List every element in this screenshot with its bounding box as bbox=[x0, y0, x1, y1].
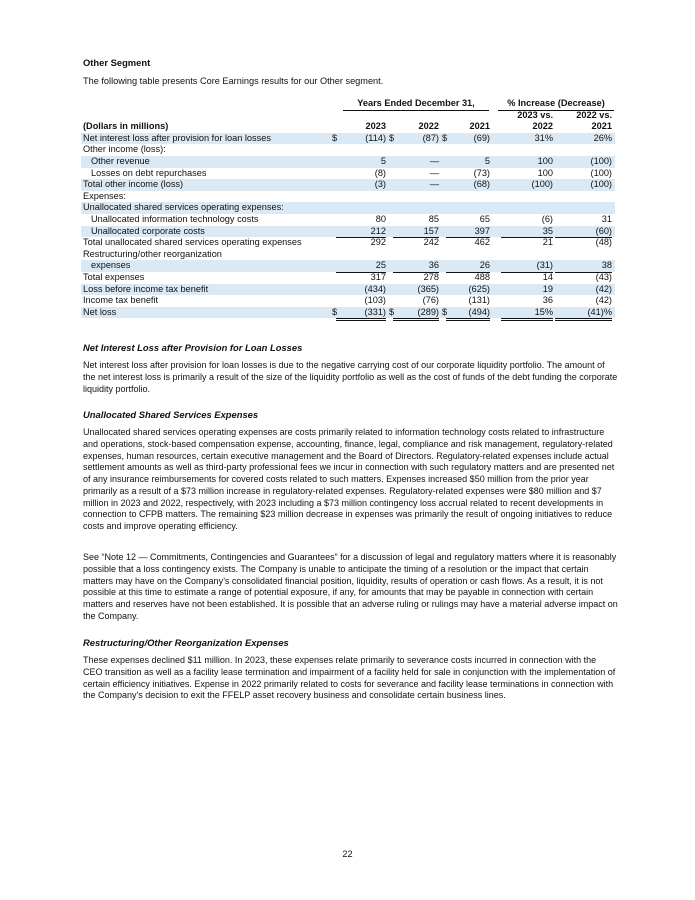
cell-v23: (103) bbox=[336, 295, 386, 308]
row-label: Total expenses bbox=[83, 271, 145, 282]
cell-v23: (434) bbox=[364, 283, 386, 294]
cell-v23: 317 bbox=[370, 271, 386, 282]
table-header-row-3 bbox=[81, 121, 615, 133]
cell-v22: (289) bbox=[393, 307, 439, 322]
nil-heading: Net Interest Loss after Provision for Loan Losses bbox=[83, 342, 303, 353]
cell-v21: (68) bbox=[473, 179, 490, 190]
table-row bbox=[81, 156, 615, 168]
cell-p1: 15% bbox=[501, 307, 553, 322]
cell-v23 bbox=[336, 202, 386, 214]
pct-col2-bottom: 2021 bbox=[591, 121, 612, 132]
cell-v23: (114) bbox=[365, 132, 386, 143]
cell-p2: (42) bbox=[555, 295, 612, 308]
table-row bbox=[81, 133, 615, 145]
cell-v22: 242 bbox=[423, 237, 439, 248]
cell-v21: 5 bbox=[484, 155, 490, 166]
page-number: 22 bbox=[342, 849, 353, 859]
section-title: Other Segment bbox=[83, 57, 151, 68]
cell-v22: (76) bbox=[393, 295, 439, 308]
currency-sign: $ bbox=[389, 132, 395, 143]
cell-v21: 397 bbox=[446, 226, 490, 239]
table-row bbox=[81, 260, 615, 272]
cell-p2: (100) bbox=[590, 155, 612, 166]
row-label: Total other income (loss) bbox=[83, 179, 184, 190]
cell-p1: 14 bbox=[542, 271, 553, 282]
cell-v22 bbox=[393, 202, 439, 214]
table-row bbox=[81, 226, 615, 238]
cell-v22: (87) bbox=[422, 132, 439, 143]
table-row bbox=[81, 202, 615, 214]
currency-sign: $ bbox=[332, 132, 338, 143]
pct-col2-top: 2022 vs. bbox=[576, 109, 612, 120]
note-paragraph: See “Note 12 — Commitments, Contingencies and Guarantees” for a discussion of legal and regulatory matters where it is reasonably possible that a loss contingency exists. The Company is unable to anticipate the timing of a resolution or the impact that certain matters may have on the Company’s consolidated financial position, liquidity, results of operation or cash flows. As a result, it is not possible at this time to estimate a range of potential exposure, if any, for amounts that may be payable in connection with certain matters and reserves have not been established. It is possible that an adverse ruling or rulings may have a material adverse impact on the Company. bbox=[83, 552, 618, 621]
cell-v22: 36 bbox=[393, 260, 439, 273]
cell-v23 bbox=[336, 144, 386, 156]
cell-v22: (365) bbox=[417, 283, 439, 294]
cell-v21: (494) bbox=[446, 307, 490, 322]
row-label: Expenses: bbox=[83, 190, 126, 201]
row-label: Loss before income tax benefit bbox=[83, 283, 209, 294]
cell-p2: (100) bbox=[555, 168, 612, 181]
cell-v21: (69) bbox=[473, 132, 490, 143]
cell-v21: (625) bbox=[468, 283, 490, 294]
cell-p1: 100 bbox=[501, 168, 553, 181]
cell-p1: 100 bbox=[537, 155, 553, 166]
table-header-row-1 bbox=[81, 98, 615, 110]
cell-p2: (100) bbox=[590, 179, 612, 190]
cell-p2: 38 bbox=[555, 260, 612, 273]
cell-v21: (131) bbox=[446, 295, 490, 308]
cell-v23: 212 bbox=[336, 226, 386, 239]
cell-v22 bbox=[393, 191, 439, 203]
cell-p1 bbox=[501, 191, 553, 203]
cell-p1: 35 bbox=[501, 226, 553, 239]
cell-p1: 31% bbox=[534, 132, 553, 143]
cell-p2: (48) bbox=[595, 237, 612, 248]
cell-p2: (43) bbox=[595, 271, 612, 282]
nil-paragraph: Net interest loss after provision for loan losses is due to the negative carrying cost of our corporate liquidity portfolio. The amount of the net interest loss is primarily a result of the size of the liquidity portfolio as well as the cost of funds of the debt funding the corporate liquidity portfolio. bbox=[83, 360, 618, 394]
cell-v23 bbox=[336, 249, 386, 261]
label-header: (Dollars in millions) bbox=[83, 121, 169, 132]
cell-p1: (6) bbox=[541, 213, 553, 224]
row-label: Other income (loss): bbox=[83, 144, 166, 155]
restr-paragraph: These expenses declined $11 million. In 2023, these expenses relate primarily to severance costs incurred in connection with the CEO transition as well as a facility lease termination and impairment of a facility held for sale in conjunction with the implementation of certain efficiency initiatives. Expense in 2022 primarily related to costs for severance and facility lease terminations in connection with the Company's decision to exit the FFELP asset recovery business and consolidate certain business lines. bbox=[83, 655, 616, 701]
cell-p2: 31 bbox=[601, 213, 612, 224]
pct-col1-top: 2023 vs. bbox=[517, 109, 553, 120]
restr-heading: Restructuring/Other Reorganization Expenses bbox=[83, 637, 289, 648]
row-label: Other revenue bbox=[91, 155, 150, 166]
cell-p2 bbox=[555, 144, 612, 156]
table-row bbox=[81, 295, 615, 307]
cell-v22: 278 bbox=[423, 271, 439, 282]
cell-p2: (41)% bbox=[555, 307, 612, 322]
cell-v21: 26 bbox=[446, 260, 490, 273]
row-label: Unallocated corporate costs bbox=[91, 225, 205, 236]
table-row bbox=[81, 144, 615, 156]
cell-p2 bbox=[555, 249, 612, 261]
cell-p1: 36 bbox=[501, 295, 553, 308]
intro-text: The following table presents Core Earnings results for our Other segment. bbox=[83, 76, 384, 86]
table-row bbox=[81, 179, 615, 191]
core-earnings-table bbox=[81, 98, 615, 318]
cell-v21: (73) bbox=[446, 168, 490, 181]
cell-v22: — bbox=[393, 168, 439, 181]
cell-p1: 21 bbox=[542, 237, 553, 248]
cell-v21 bbox=[446, 191, 490, 203]
cell-p1 bbox=[501, 202, 553, 214]
cell-v23: 5 bbox=[380, 155, 386, 166]
table-row bbox=[81, 307, 615, 319]
col-2021: 2021 bbox=[469, 121, 490, 132]
cell-p2 bbox=[555, 202, 612, 214]
cell-p1 bbox=[501, 144, 553, 156]
row-label: Unallocated information technology costs bbox=[91, 213, 259, 224]
currency-sign: $ bbox=[442, 306, 448, 317]
header-years: Years Ended December 31, bbox=[343, 98, 489, 111]
cell-v21: 462 bbox=[474, 237, 490, 248]
cell-v22 bbox=[393, 249, 439, 261]
col-2022: 2022 bbox=[418, 121, 439, 132]
cell-v22 bbox=[393, 144, 439, 156]
pct-col1-bottom: 2022 bbox=[532, 121, 553, 132]
table-row bbox=[81, 284, 615, 296]
table-row bbox=[81, 272, 615, 284]
cell-v21 bbox=[446, 202, 490, 214]
cell-p1 bbox=[501, 249, 553, 261]
cell-v21 bbox=[446, 249, 490, 261]
table-row bbox=[81, 237, 615, 249]
currency-sign: $ bbox=[389, 306, 395, 317]
cell-p2 bbox=[555, 191, 612, 203]
header-pct: % Increase (Decrease) bbox=[498, 98, 614, 111]
cell-v23: (331) bbox=[336, 307, 386, 322]
cell-v23: 292 bbox=[370, 237, 386, 248]
cell-v23: (3) bbox=[374, 179, 386, 190]
usse-paragraph: Unallocated shared services operating expenses are costs primarily related to information technology costs related to infrastructure and operations, stock-based compensation expense, accounting, finance, legal, compliance and risk management, regulatory-related expenses, human resources, certain executive management and the Board of Directors. Regulatory-related expenses include actual settlement amounts as well as third-party professional fees we incur in connection with such regulatory matters and are presented net of any insurance reimbursements for covered costs related to such matters. Expenses increased $50 million from the prior year primarily as a result of a $73 million increase in regulatory-related expenses. Regulatory-related expenses were $80 million and $7 million in 2023 and 2022, respectively, with 2023 including a $73 million contingency loss accrual related to recent developments in connection to CFPB matters. The remaining $23 million decrease in expenses was primarily the result of ongoing initiatives to reduce costs and improve operating efficiency. bbox=[83, 427, 615, 531]
cell-v23 bbox=[336, 191, 386, 203]
cell-v22: — bbox=[429, 155, 439, 166]
row-label: Income tax benefit bbox=[83, 295, 159, 306]
cell-p1: (31) bbox=[501, 260, 553, 273]
cell-p1: (100) bbox=[531, 179, 553, 190]
table-row bbox=[81, 249, 615, 261]
cell-v23: 25 bbox=[336, 260, 386, 273]
cell-p1: 19 bbox=[542, 283, 553, 294]
row-label: Total unallocated shared services operating expenses bbox=[83, 237, 302, 248]
row-label: expenses bbox=[91, 260, 131, 271]
cell-p2: 26% bbox=[593, 132, 612, 143]
table-header-row-2 bbox=[81, 110, 615, 122]
row-label: Losses on debt repurchases bbox=[91, 167, 207, 178]
cell-v21 bbox=[446, 144, 490, 156]
table-row bbox=[81, 191, 615, 203]
row-label: Restructuring/other reorganization bbox=[83, 248, 222, 259]
row-label: Unallocated shared services operating expenses: bbox=[83, 202, 284, 213]
row-label: Net loss bbox=[83, 306, 117, 317]
table-row bbox=[81, 214, 615, 226]
cell-p2: (60) bbox=[555, 226, 612, 239]
col-2023: 2023 bbox=[365, 121, 386, 132]
cell-v23: 80 bbox=[375, 213, 386, 224]
row-label: Net interest loss after provision for loan losses bbox=[83, 132, 271, 143]
usse-heading: Unallocated Shared Services Expenses bbox=[83, 409, 259, 420]
table-row bbox=[81, 168, 615, 180]
cell-v22: 157 bbox=[393, 226, 439, 239]
cell-v23: (8) bbox=[336, 168, 386, 181]
cell-v22: 85 bbox=[428, 213, 439, 224]
table-body bbox=[81, 133, 615, 319]
cell-v22: — bbox=[429, 179, 439, 190]
cell-v21: 488 bbox=[474, 271, 490, 282]
currency-sign: $ bbox=[332, 306, 338, 317]
cell-v21: 65 bbox=[479, 213, 490, 224]
currency-sign: $ bbox=[442, 132, 448, 143]
cell-p2: (42) bbox=[595, 283, 612, 294]
